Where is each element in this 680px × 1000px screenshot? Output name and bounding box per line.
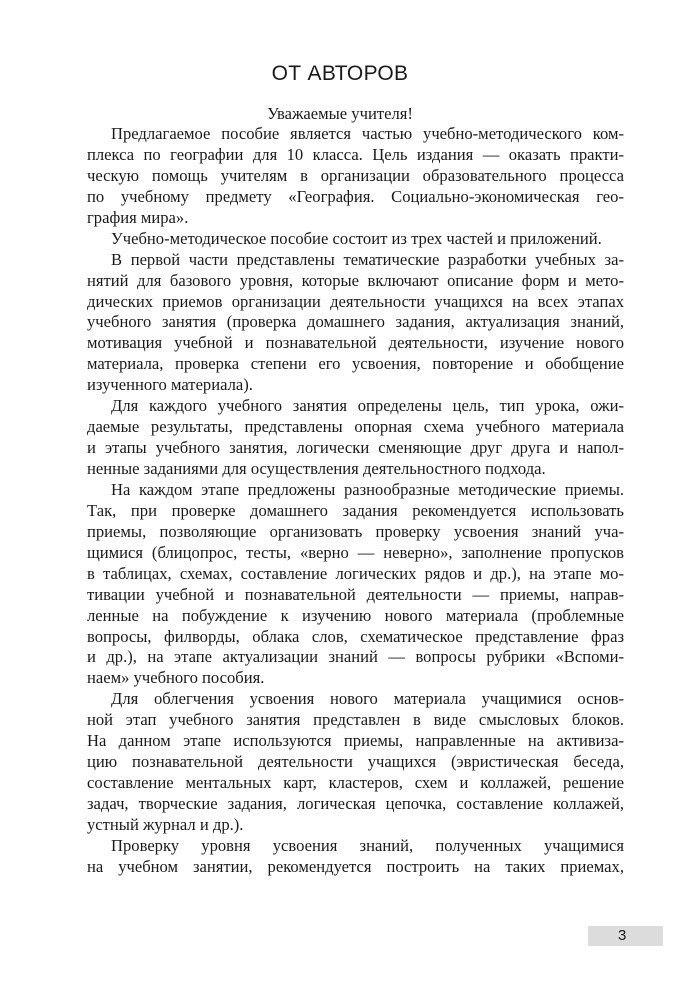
text-line: составление ментальных карт, кластеров, схем и коллажей, решение: [87, 773, 624, 793]
text-line: тивации учебной и познавательной деятельности — приемы, направ-: [87, 584, 624, 604]
text-line: В первой части представлены тематические разработки учебных за-: [111, 249, 624, 269]
text-line: дических приемов организации деятельности учащихся на всех этапах: [87, 291, 624, 311]
text-line: Для облегчения усвоения нового материала учащимися основ-: [111, 689, 624, 709]
text-line: На каждом этапе предложены разнообразные методические приемы.: [111, 479, 624, 499]
page-number: 3: [588, 926, 663, 946]
text-line: приемы, позволяющие организовать проверку усвоения знаний уча-: [87, 521, 624, 541]
body-text: [87, 124, 624, 878]
text-line: учебного занятия (проверка домашнего задания, актуализация знаний,: [87, 312, 624, 332]
text-line: устный журнал и др.).: [87, 814, 244, 834]
text-line: Так, при проверке домашнего задания рекомендуется использовать: [87, 500, 624, 520]
text-line: и этапы учебного занятия, логически сменяющие друг друга и напол-: [87, 438, 624, 458]
text-line: нятий для базового уровня, которые включают описание форм и мето-: [87, 270, 624, 290]
text-line: На данном этапе используются приемы, направленные на активиза-: [87, 731, 624, 751]
text-line: мотивация учебной и познавательной деятельности, изучение нового: [87, 333, 624, 353]
text-line: цию познавательной деятельности учащихся (эвристическая беседа,: [87, 752, 624, 772]
text-line: ленные на побуждение к изучению нового материала (проблемные: [87, 605, 624, 625]
text-line: на учебном занятии, рекомендуется построить на таких приемах,: [87, 856, 624, 876]
greeting: Уважаемые учителя!: [267, 104, 413, 123]
text-line: Для каждого учебного занятия определены цель, тип урока, ожи-: [111, 396, 624, 416]
text-line: по учебному предмету «География. Социально-экономическая гео-: [87, 186, 624, 206]
text-line: ненные заданиями для осуществления деятельностного подхода.: [87, 459, 546, 478]
text-line: Предлагаемое пособие является частью учебно-методического ком-: [111, 124, 624, 143]
text-line: щимися (блицопрос, тесты, «верно — неверно», заполнение пропусков: [87, 542, 624, 562]
page-title: ОТ АВТОРОВ: [271, 62, 409, 85]
text-line: задач, творческие задания, логическая цепочка, составление коллажей,: [87, 794, 624, 813]
text-line: изученного материала).: [87, 375, 253, 395]
text-line: даемые результаты, представлены опорная схема учебного материала: [87, 417, 624, 437]
text-line: плекса по географии для 10 класса. Цель издания — оказать практи-: [87, 144, 624, 164]
text-line: материала, проверка степени его усвоения, повторение и обобщение: [87, 354, 624, 374]
text-line: Учебно-методическое пособие состоит из трех частей и приложений.: [111, 228, 602, 248]
text-line: вопросы, филворды, облака слов, схематическое представление фраз: [87, 626, 624, 646]
text-line: наем» учебного пособия.: [87, 668, 265, 688]
text-line: и др.), на этапе актуализации знаний — вопросы рубрики «Вспоми-: [87, 647, 624, 667]
text-line: ческую помощь учителям в организации образовательного процесса: [87, 165, 624, 185]
text-line: Проверку уровня усвоения знаний, полученных учащимися: [111, 835, 624, 855]
text-line: ной этап учебного занятия представлен в виде смысловых блоков.: [87, 710, 624, 730]
text-line: графия мира».: [87, 207, 189, 227]
text-line: в таблицах, схемах, составление логических рядов и др.), на этапе мо-: [87, 563, 624, 583]
